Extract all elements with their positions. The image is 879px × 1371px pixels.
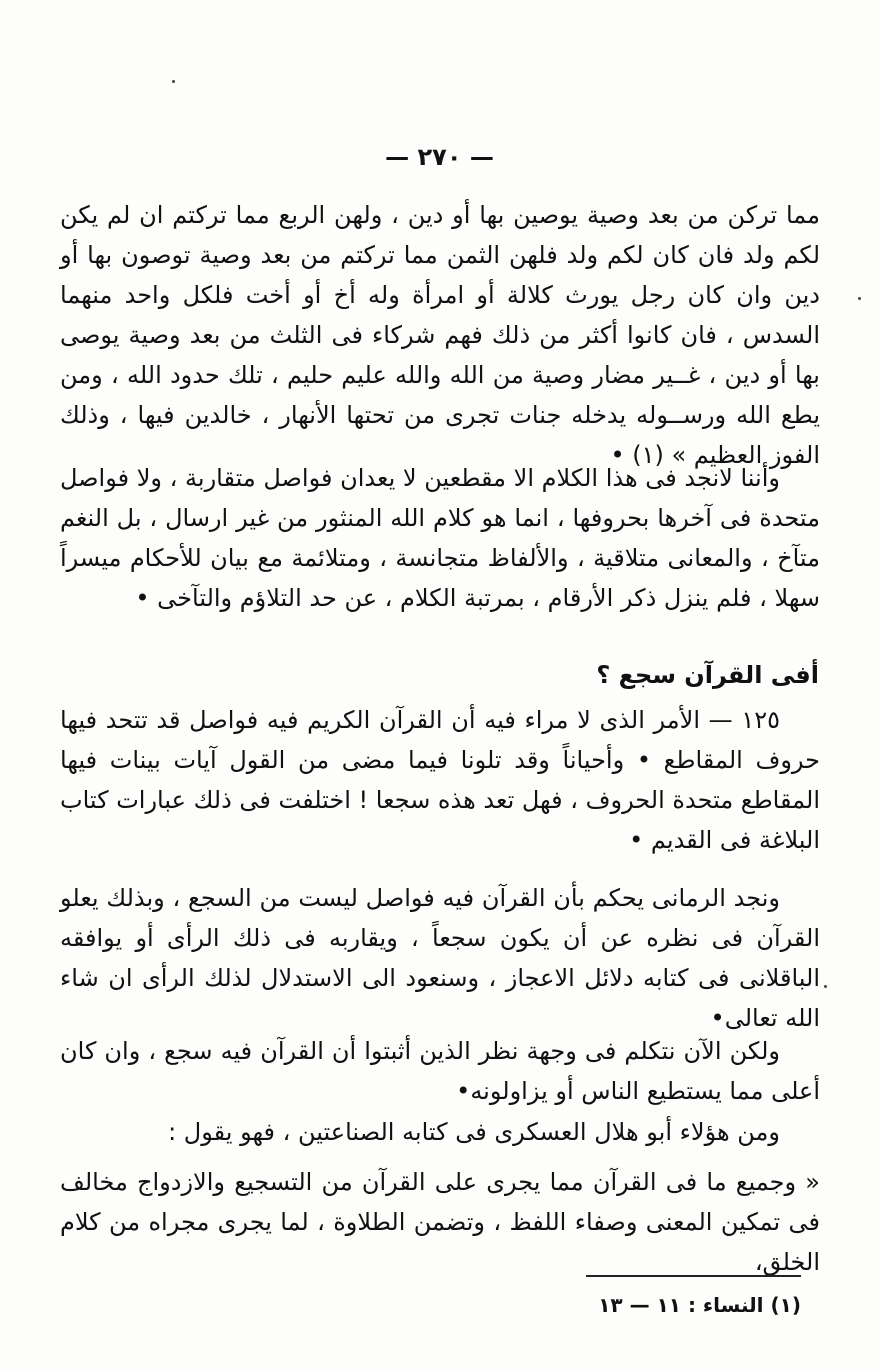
paragraph-opposing-view: ولكن الآن نتكلم فى وجهة نظر الذين أثبتوا أن القرآن فيه سجع ، وان كان أعلى مما يستطيع الناس أو يزاولونه•: [60, 1037, 820, 1105]
paragraph-section-125: ١٢٥ — الأمر الذى لا مراء فيه أن القرآن الكريم فيه فواصل قد تتحد فيها حروف المقاطع • وأحياناً وقد تلونا فيما مضى من القول آيات بينات فيها المقاطع متحدة الحروف ، فهل تعد هذه سجعا ! اختلفت فى ذلك عبارات كتاب البلاغة فى القديم •: [60, 706, 820, 854]
paragraph-askari-quote: « وجميع ما فى القرآن مما يجرى على القرآن من التسجيع والازدواج مخالف فى تمكين المعنى وصفاء اللفظ ، وتضمن الطلاوة ، لما يجرى مجراه من كلام الخلق،: [60, 1168, 820, 1276]
footnote-divider: [586, 1275, 801, 1277]
scan-speck: [172, 80, 175, 83]
paragraph-quran-verse: مما تركن من بعد وصية يوصين بها أو دين ، ولهن الربع مما تركتم ان لم يكن لكم ولد فان كان لكم ولد فلهن الثمن مما تركتم من بعد وصية توصون بها أو دين وان كان رجل يورث كلالة أو امرأة وله أخ أو أخت فلكل واحد منهما السدس ، فان كانوا أكثر من ذلك فهم شركاء فى الثلث من بعد وصية يوصى بها أو دين ، غــير مضار وصية من الله والله عليم حليم ، تلك حدود الله ، ومن يطع الله ورســوله يدخله جنات تجرى من تحتها الأنهار ، خالدين فيها ، وذلك الفوز العظيم » (١) •: [60, 201, 820, 469]
scan-speck: [824, 985, 827, 988]
page-number: — ٢٧٠ —: [385, 143, 494, 171]
paragraph-askari-intro: ومن هؤلاء أبو هلال العسكرى فى كتابه الصناعتين ، فهو يقول :: [168, 1118, 780, 1146]
paragraph-rummani: ونجد الرمانى يحكم بأن القرآن فيه فواصل ليست من السجع ، وبذلك يعلو القرآن فى نظره عن أن يكون سجعاً ، ويقاربه فى ذلك الرأى أو يوافقه الباقلانى فى كتابه دلائل الاعجاز ، وسنعود الى الاستدلال لذلك الرأى ان شاء الله تعالى•: [60, 884, 820, 1032]
scan-speck: [858, 297, 861, 300]
footnote: (١) النساء : ١١ — ١٣: [598, 1293, 801, 1317]
section-heading: أفى القرآن سجع ؟: [596, 661, 819, 689]
paragraph-commentary: وأننا لانجد فى هذا الكلام الا مقطعين لا يعدان فواصل متقاربة ، ولا فواصل متحدة فى آخرها بحروفها ، انما هو كلام الله المنثور من غير ارسال ، بل النغم متآخ ، والمعانى متلاقية ، والألفاظ متجانسة ، ومتلائمة مع بيان للأحكام ميسراً سهلا ، فلم ينزل ذكر الأرقام ، بمرتبة الكلام ، عن حد التلاؤم والتآخى •: [60, 464, 820, 612]
